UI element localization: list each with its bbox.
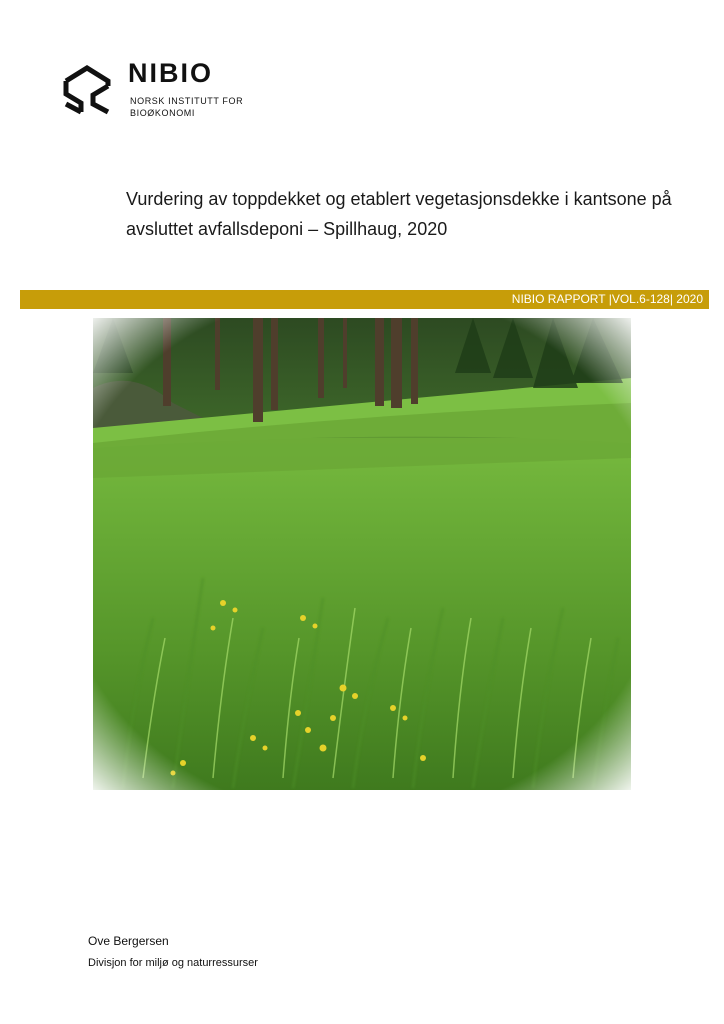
author-name: Ove Bergersen — [88, 934, 169, 948]
nibio-logo-icon — [62, 64, 112, 116]
logo-subtitle — [130, 95, 243, 119]
logo-subtitle-line2: BIOØKONOMI — [130, 108, 196, 118]
report-series-label: NIBIO RAPPORT |VOL.6-128| 2020 — [511, 292, 703, 306]
report-title: Vurdering av toppdekket og etablert vegetasjonsdekke i kantsone på avsluttet avfallsdeponi – Spillhaug, 2020 — [126, 189, 672, 239]
logo-wordmark: NIBIO — [128, 58, 214, 88]
author-division: Divisjon for miljø og naturressurser — [88, 957, 258, 969]
logo-subtitle-line1: NORSK INSTITUTT FOR — [130, 96, 244, 106]
nibio-logo — [62, 58, 252, 122]
report-series-band — [20, 290, 709, 309]
cover-photo — [93, 318, 631, 790]
